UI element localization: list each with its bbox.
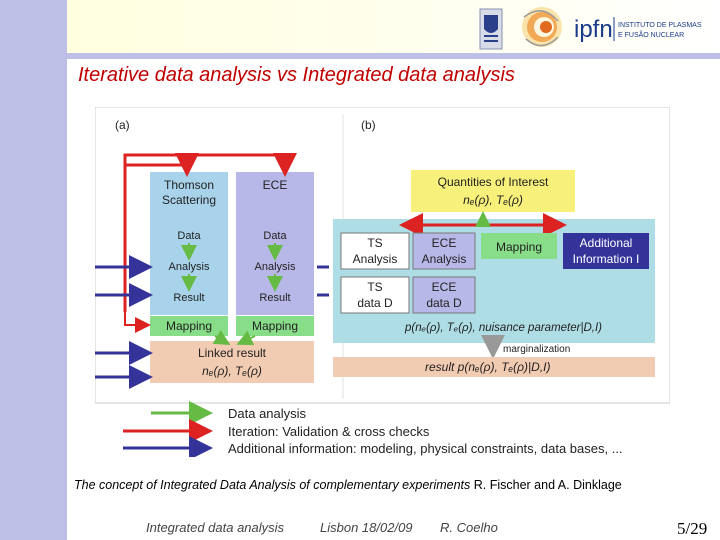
panel-a-label: (a) bbox=[115, 118, 130, 132]
ece-mapping-label: Mapping bbox=[251, 319, 299, 333]
figure-caption bbox=[74, 476, 694, 494]
footer-topic: Integrated data analysis bbox=[146, 520, 285, 535]
ece-analysis-line-2: Analysis bbox=[421, 252, 467, 266]
ts-analysis-line-1: TS bbox=[367, 236, 383, 250]
additional-info-line-2: Information I bbox=[572, 252, 640, 266]
result-label-b: result p(nₑ(ρ), Tₑ(ρ)|D,I) bbox=[425, 360, 551, 374]
page-number: 5/29 bbox=[677, 519, 708, 538]
marginalization-label: marginalization bbox=[503, 344, 571, 355]
ece-analysis-line-1: ECE bbox=[431, 236, 457, 250]
header-divider bbox=[67, 53, 720, 59]
ipfn-brand: ipfn bbox=[574, 16, 613, 43]
ts-title-line-2: Scattering bbox=[161, 193, 217, 207]
qoi-formula: nₑ(ρ), Tₑ(ρ) bbox=[463, 193, 523, 207]
ece-title: ECE bbox=[262, 178, 288, 192]
ece-data-line-1: ECE bbox=[431, 280, 457, 294]
ts-data-line-2: data D bbox=[357, 296, 393, 310]
qoi-title: Quantities of Interest bbox=[437, 175, 549, 189]
university-crest-icon bbox=[480, 9, 502, 49]
caption-title: The concept of Integrated Data Analysis of complementary experiments bbox=[74, 478, 471, 492]
slide-title: Iterative data analysis vs Integrated data analysis bbox=[78, 64, 515, 86]
panel-b-label: (b) bbox=[361, 118, 376, 132]
linked-result-label: Linked result bbox=[197, 346, 267, 360]
ts-analysis-label: Analysis bbox=[168, 261, 210, 273]
ipfn-line-2: E FUSÃO NUCLEAR bbox=[618, 32, 685, 39]
mapping-label-b: Mapping bbox=[495, 240, 543, 254]
likelihood-formula: p(nₑ(ρ), Tₑ(ρ), nuisance parameter|D,I) bbox=[405, 322, 602, 334]
ts-title-line-1: Thomson bbox=[163, 178, 215, 192]
institution-logos bbox=[474, 3, 720, 53]
ts-result-label: Result bbox=[173, 292, 205, 304]
ece-data-label: Data bbox=[263, 230, 287, 242]
ts-analysis-line-2: Analysis bbox=[352, 252, 398, 266]
ts-mapping-label: Mapping bbox=[165, 319, 213, 333]
ipfn-line-1: INSTITUTO DE PLASMAS bbox=[618, 22, 702, 29]
caption-authors: R. Fischer and A. Dinklage bbox=[470, 478, 622, 492]
footer-place-date: Lisbon 18/02/09 bbox=[320, 520, 413, 535]
additional-info-line-1: Additional bbox=[579, 236, 633, 250]
ipfn-swirl-icon bbox=[522, 7, 562, 47]
ece-result-label: Result bbox=[259, 292, 291, 304]
ece-data-line-2: data D bbox=[426, 296, 462, 310]
ts-data-line-1: TS bbox=[367, 280, 383, 294]
footer-author: R. Coelho bbox=[440, 520, 498, 535]
comparison-figure bbox=[95, 107, 670, 457]
ece-analysis-label: Analysis bbox=[254, 261, 296, 273]
left-sidebar-band bbox=[0, 0, 67, 540]
legend-label-additional-info: Additional information: modeling, physical constraints, data bases, ... bbox=[228, 441, 623, 456]
ts-data-label: Data bbox=[177, 230, 201, 242]
linked-result-formula: nₑ(ρ), Tₑ(ρ) bbox=[202, 364, 262, 378]
legend-label-iteration: Iteration: Validation & cross checks bbox=[228, 424, 430, 439]
legend-label-data-analysis: Data analysis bbox=[228, 406, 307, 421]
